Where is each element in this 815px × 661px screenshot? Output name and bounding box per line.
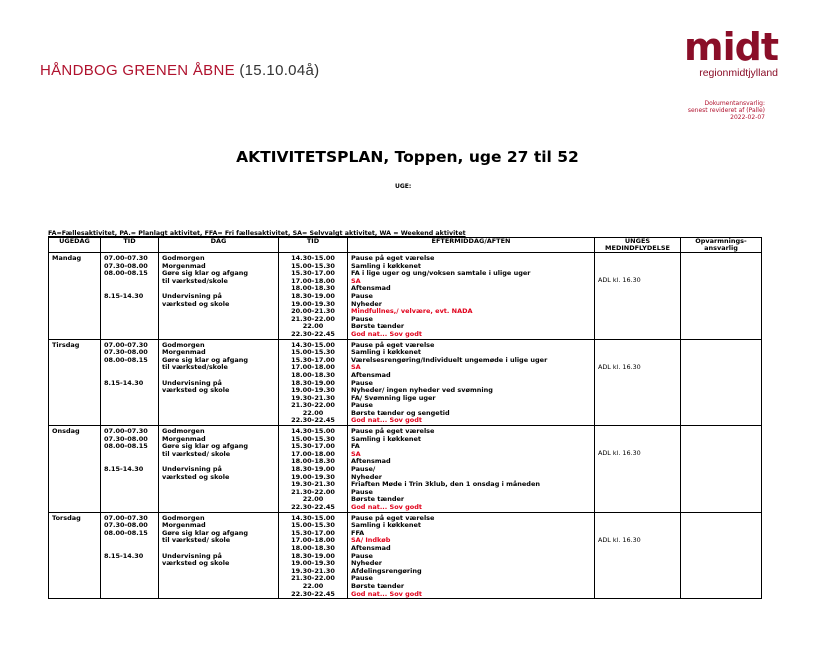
afternoon-time-cell <box>279 512 348 599</box>
afternoon-time: 17.00-18.00 <box>291 363 335 372</box>
influence-cell <box>595 339 681 426</box>
afternoon-activity-cell <box>348 512 595 599</box>
afternoon-activity: Nyheder <box>351 559 382 568</box>
morning-time-cell <box>101 426 159 513</box>
morning-time-cell <box>101 512 159 599</box>
afternoon-activity: God nat... Sov godt <box>351 329 423 338</box>
afternoon-activity: Pause <box>351 401 373 410</box>
afternoon-activity: Pause/ <box>351 465 376 474</box>
morning-time: 07.30-08.00 <box>104 261 148 270</box>
afternoon-time: 19.00-19.30 <box>291 386 335 395</box>
afternoon-activity: God nat... Sov godt <box>351 589 423 598</box>
afternoon-activity: Værelsesrengøring/Individuelt ungemøde i ulige uger <box>351 355 548 364</box>
table-row <box>49 253 762 340</box>
morning-activity: Morgenmad <box>162 521 206 530</box>
morning-activity-cell <box>159 512 279 599</box>
legend-rest: WA = Weekend aktivitet <box>377 230 466 237</box>
afternoon-activity: God nat... Sov godt <box>351 503 423 511</box>
afternoon-activity: Aftensmad <box>351 543 391 552</box>
afternoon-activity: SA <box>351 363 361 372</box>
morning-activity: Gøre sig klar og afgang <box>162 269 249 278</box>
morning-time: 8.15-14.30 <box>104 551 144 560</box>
morning-activity: værksted og skole <box>162 299 230 308</box>
afternoon-activity: Nyheder <box>351 472 382 481</box>
morning-time: 08.00-08.15 <box>104 355 148 364</box>
afternoon-time: 21.30-22.00 <box>291 314 335 323</box>
warmup-responsible-cell <box>681 426 762 513</box>
weekday-name: Tirsdag <box>52 340 80 349</box>
morning-time <box>104 537 155 545</box>
afternoon-activity-cell <box>348 253 595 340</box>
afternoon-time: 19.30-21.30 <box>291 393 335 402</box>
adl-time: ADL kl. 16.30 <box>598 276 641 284</box>
morning-activity: værksted og skole <box>162 386 230 395</box>
morning-activity: Gøre sig klar og afgang <box>162 355 249 364</box>
morning-activity: Undervisning på <box>162 291 222 300</box>
morning-time: 07.00-07.30 <box>104 427 148 436</box>
afternoon-activity: Pause <box>351 314 373 323</box>
table-row <box>49 339 762 426</box>
afternoon-activity: Børste tænder <box>351 495 405 504</box>
afternoon-time: 17.00-18.00 <box>291 276 335 285</box>
meta-revised: senest revideret af (Palle) <box>687 107 765 114</box>
morning-activity: Gøre sig klar og afgang <box>162 442 249 451</box>
afternoon-time: 22.30-22.45 <box>291 503 335 511</box>
afternoon-activity: Pause på eget værelse <box>351 427 435 436</box>
meta-date: 2022-02-07 <box>730 114 765 121</box>
afternoon-activity: SA <box>351 276 361 285</box>
column-header-tid-morning: TID <box>101 238 159 253</box>
handbook-title-text: HÅNDBOG GRENEN ÅBNE <box>40 62 235 79</box>
region-midtjylland-logo <box>672 25 778 79</box>
weekday-cell <box>49 253 101 340</box>
afternoon-time: 15.30-17.00 <box>291 442 335 451</box>
afternoon-time: 18.00-18.30 <box>291 457 335 466</box>
influence-cell <box>595 512 681 599</box>
afternoon-activity: Pause på eget værelse <box>351 254 435 262</box>
afternoon-activity: Friaften Møde i Trin 3klub, den 1 onsdag i måneden <box>351 480 540 489</box>
morning-time <box>104 451 155 459</box>
afternoon-activity: Pause <box>351 378 373 387</box>
afternoon-activity: Samling i køkkenet <box>351 521 421 530</box>
morning-time-cell <box>101 253 159 340</box>
afternoon-activity: Nyheder/ ingen nyheder ved svømning <box>351 386 493 395</box>
morning-activity-cell <box>159 426 279 513</box>
handbook-title <box>40 62 319 79</box>
morning-time: 8.15-14.30 <box>104 378 144 387</box>
afternoon-time: 17.00-18.00 <box>291 449 335 458</box>
afternoon-time: 21.30-22.00 <box>291 401 335 410</box>
afternoon-time: 18.00-18.30 <box>291 370 335 379</box>
afternoon-activity: Børste tænder <box>351 581 405 590</box>
weekday-name: Mandag <box>52 254 82 262</box>
afternoon-activity: Pause <box>351 291 373 300</box>
afternoon-time: 22.00 <box>302 495 324 504</box>
afternoon-activity: SA/ Indkøb <box>351 536 391 545</box>
column-header-tid-afternoon: TID <box>279 238 348 253</box>
afternoon-time: 22.00 <box>302 408 324 417</box>
afternoon-time: 15.00-15.30 <box>291 261 335 270</box>
morning-activity: Godmorgen <box>162 254 205 262</box>
morning-time: 07.30-08.00 <box>104 434 148 443</box>
morning-activity: til værksted/ skole <box>162 449 231 458</box>
morning-time: 08.00-08.15 <box>104 269 148 278</box>
morning-time: 07.30-08.00 <box>104 348 148 357</box>
morning-activity: Undervisning på <box>162 465 222 474</box>
logo-subtitle: regionmidtjylland <box>699 67 778 79</box>
meta-responsible: Dokumentansvarlig: <box>704 100 765 107</box>
afternoon-activity: Nyheder <box>351 299 382 308</box>
afternoon-time: 15.30-17.00 <box>291 269 335 278</box>
afternoon-activity: Pause på eget værelse <box>351 513 435 522</box>
afternoon-time: 22.30-22.45 <box>291 589 335 598</box>
afternoon-time: 14.30-15.00 <box>291 340 335 349</box>
weekday-cell <box>49 512 101 599</box>
column-header-ugedag: UGEDAG <box>49 238 101 253</box>
afternoon-time: 18.00-18.30 <box>291 284 335 293</box>
afternoon-time: 15.30-17.00 <box>291 355 335 364</box>
afternoon-time: 14.30-15.00 <box>291 254 335 262</box>
afternoon-activity: Aftensmad <box>351 284 391 293</box>
week-label: UGE: <box>395 183 412 190</box>
afternoon-time: 19.00-19.30 <box>291 299 335 308</box>
morning-time: 08.00-08.15 <box>104 442 148 451</box>
morning-activity: værksted og skole <box>162 559 230 568</box>
afternoon-activity: Aftensmad <box>351 457 391 466</box>
morning-activity: til værksted/ skole <box>162 536 231 545</box>
afternoon-time: 22.30-22.45 <box>291 329 335 338</box>
afternoon-activity: Pause <box>351 551 373 560</box>
table-header-row <box>49 238 762 253</box>
table-row <box>49 426 762 513</box>
afternoon-time: 22.00 <box>302 581 324 590</box>
afternoon-time: 17.00-18.00 <box>291 536 335 545</box>
weekday-name: Onsdag <box>52 427 80 436</box>
afternoon-time: 18.30-19.00 <box>291 291 335 300</box>
morning-time-cell <box>101 339 159 426</box>
afternoon-activity: Mindfullnes,/ velvære, evt. NADA <box>351 307 473 316</box>
document-meta <box>688 100 765 121</box>
legend-underlined: FA=Fællesaktivitet, PA.= Planlagt aktivitet, FFA= Fri fællesaktivitet, SA= Selvvalgt aktivitet, <box>48 230 378 237</box>
morning-activity: Undervisning på <box>162 551 222 560</box>
warmup-responsible-cell <box>681 253 762 340</box>
afternoon-time: 14.30-15.00 <box>291 513 335 522</box>
morning-activity: Morgenmad <box>162 261 206 270</box>
table-row <box>49 512 762 599</box>
afternoon-time: 19.30-21.30 <box>291 480 335 489</box>
morning-activity: Gøre sig klar og afgang <box>162 528 249 537</box>
influence-cell <box>595 253 681 340</box>
column-header-medindflydelse: UNGES MEDINDFLYDELSE <box>595 238 681 253</box>
morning-time: 07.00-07.30 <box>104 340 148 349</box>
afternoon-time: 18.30-19.00 <box>291 551 335 560</box>
column-header-eftermiddag: EFTERMIDDAG/AFTEN <box>348 238 595 253</box>
afternoon-time: 21.30-22.00 <box>291 487 335 496</box>
morning-activity: værksted og skole <box>162 472 230 481</box>
weekday-cell <box>49 426 101 513</box>
afternoon-activity: God nat... Sov godt <box>351 416 423 425</box>
morning-time <box>104 278 155 286</box>
handbook-date: (15.10.04å) <box>239 62 320 79</box>
afternoon-activity: Samling i køkkenet <box>351 261 421 270</box>
afternoon-time: 19.00-19.30 <box>291 559 335 568</box>
logo-wordmark: midt <box>684 25 778 69</box>
column-header-dag: DAG <box>159 238 279 253</box>
afternoon-time-cell <box>279 426 348 513</box>
afternoon-activity: FA/ Svømning lige uger <box>351 393 436 402</box>
afternoon-time: 19.30-21.30 <box>291 566 335 575</box>
morning-time: 07.00-07.30 <box>104 254 148 262</box>
morning-activity: til værksted/skole <box>162 276 228 285</box>
morning-time <box>104 364 155 372</box>
afternoon-time: 15.00-15.30 <box>291 521 335 530</box>
morning-time: 07.00-07.30 <box>104 513 148 522</box>
warmup-responsible-cell <box>681 512 762 599</box>
warmup-responsible-cell <box>681 339 762 426</box>
afternoon-activity: FA i lige uger og ung/voksen samtale i ulige uger <box>351 269 531 278</box>
afternoon-activity: Samling i køkkenet <box>351 348 421 357</box>
weekday-cell <box>49 339 101 426</box>
afternoon-time: 22.00 <box>302 322 324 331</box>
afternoon-activity: SA <box>351 449 361 458</box>
weekday-name: Torsdag <box>52 513 81 522</box>
abbreviation-legend <box>48 230 466 237</box>
afternoon-time: 18.30-19.00 <box>291 465 335 474</box>
afternoon-activity: Aftensmad <box>351 370 391 379</box>
morning-activity-cell <box>159 339 279 426</box>
afternoon-time: 18.00-18.30 <box>291 543 335 552</box>
morning-time: 07.30-08.00 <box>104 521 148 530</box>
morning-time: 8.15-14.30 <box>104 465 144 474</box>
afternoon-time: 18.30-19.00 <box>291 378 335 387</box>
morning-time: 08.00-08.15 <box>104 528 148 537</box>
activity-plan-table <box>48 237 762 599</box>
column-header-opvarmning: Opvarmnings-ansvarlig <box>681 238 762 253</box>
afternoon-activity-cell <box>348 339 595 426</box>
morning-activity: Morgenmad <box>162 434 206 443</box>
afternoon-activity: Børste tænder <box>351 322 405 331</box>
afternoon-time: 22.30-22.45 <box>291 416 335 425</box>
afternoon-activity-cell <box>348 426 595 513</box>
afternoon-activity: Pause <box>351 487 373 496</box>
afternoon-time-cell <box>279 339 348 426</box>
afternoon-activity: Børste tænder og sengetid <box>351 408 450 417</box>
morning-activity: til værksted/skole <box>162 363 228 372</box>
afternoon-activity: Samling i køkkenet <box>351 434 421 443</box>
afternoon-time: 20.00-21.30 <box>291 307 335 316</box>
morning-activity: Godmorgen <box>162 427 205 436</box>
morning-activity-cell <box>159 253 279 340</box>
afternoon-time-cell <box>279 253 348 340</box>
adl-time: ADL kl. 16.30 <box>598 449 641 458</box>
afternoon-activity: Pause <box>351 574 373 583</box>
afternoon-time: 15.00-15.30 <box>291 434 335 443</box>
influence-cell <box>595 426 681 513</box>
morning-activity: Undervisning på <box>162 378 222 387</box>
adl-time: ADL kl. 16.30 <box>598 535 641 544</box>
morning-time: 8.15-14.30 <box>104 291 144 300</box>
afternoon-activity: FA <box>351 442 360 451</box>
afternoon-time: 15.00-15.30 <box>291 348 335 357</box>
afternoon-time: 14.30-15.00 <box>291 427 335 436</box>
morning-activity: Godmorgen <box>162 340 205 349</box>
afternoon-time: 15.30-17.00 <box>291 528 335 537</box>
afternoon-activity: Afdelingsrengøring <box>351 566 422 575</box>
page-title: AKTIVITETSPLAN, Toppen, uge 27 til 52 <box>236 148 579 166</box>
adl-time: ADL kl. 16.30 <box>598 362 641 371</box>
afternoon-time: 19.00-19.30 <box>291 472 335 481</box>
afternoon-activity: Pause på eget værelse <box>351 340 435 349</box>
morning-activity: Godmorgen <box>162 513 205 522</box>
afternoon-activity: FFA <box>351 528 365 537</box>
afternoon-time: 21.30-22.00 <box>291 574 335 583</box>
morning-activity: Morgenmad <box>162 348 206 357</box>
